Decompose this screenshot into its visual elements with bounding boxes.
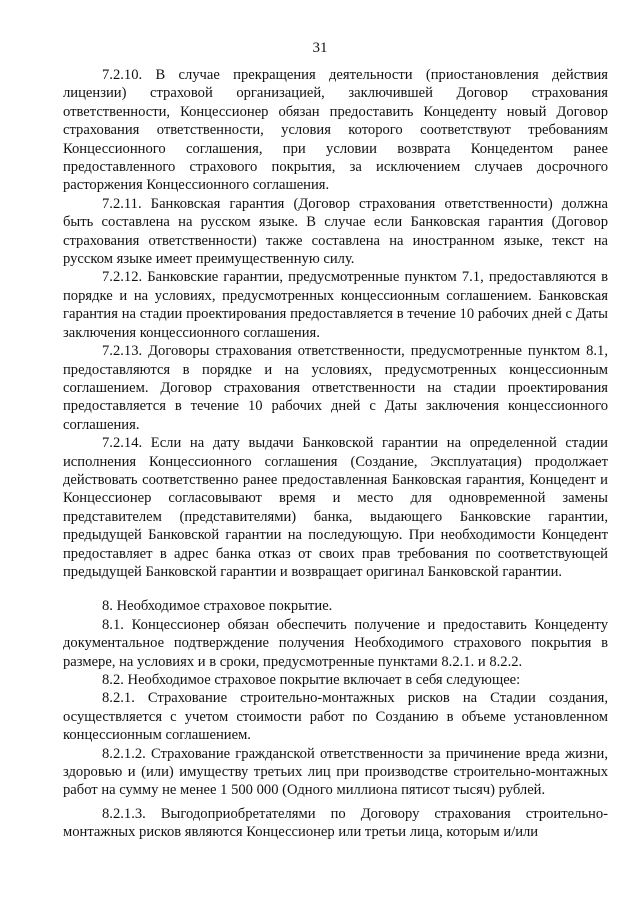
document-body <box>63 66 608 842</box>
paragraph-7-2-11: 7.2.11. Банковская гарантия (Договор страхования ответственности) должна быть составлена на русском языке. В случае если Банковская гарантия (Договор страхования ответственности) также составлена на иностранном языке, текст на русском языке имеет преимущественную силу. <box>63 195 608 268</box>
paragraph-8-2-1: 8.2.1. Страхование строительно-монтажных рисков на Стадии создания, осуществляется с учетом стоимости работ по Созданию в объеме установленном концессионным соглашением. <box>63 690 608 744</box>
paragraph-8-2-1-2: 8.2.1.2. Страхование гражданской ответственности за причинение вреда жизни, здоровью и (или) имуществу третьих лиц при производстве строительно-монтажных работ на сумму не менее 1 500 000 (Одного миллиона пятисот тысяч) рублей. <box>63 745 608 799</box>
paragraph-7-2-12: 7.2.12. Банковские гарантии, предусмотренные пунктом 7.1, предоставляются в порядке и на условиях, предусмотренных концессионным соглашением. Банковская гарантия на стадии проектирования предоставляется в течение 10 рабочих дней с Даты заключения концессионного соглашения. <box>63 269 608 341</box>
page-number: 31 <box>312 40 328 56</box>
section-spacer <box>63 581 608 597</box>
paragraph-7-2-13: 7.2.13. Договоры страхования ответственности, предусмотренные пунктом 8.1, предоставляются в порядке и на условиях, предусмотренных концессионным соглашением. Договор страхования ответственности на стадии проектирования предоставляется в течение 10 рабочих дней с Даты заключения концессионного соглашения. <box>63 343 608 433</box>
paragraph-8-1: 8.1. Концессионер обязан обеспечить получение и предоставить Концеденту документальное подтверждение получения Необходимого страхового покрытия в размере, на условиях и в сроки, предусмотренные пунктами 8.2.1. и 8.2.2. <box>63 616 608 670</box>
paragraph-7-2-14: 7.2.14. Если на дату выдачи Банковской гарантии на определенной стадии исполнения Концессионного соглашения (Создание, Эксплуатация) продолжает действовать соответственно ранее предоставленная Банковская гарантия, Концедент и Концессионер согласовывают время и место для одновременной замены представителем (представителями) банка, выдающего Банковские гарантии, предыдущей Банковской гарантии на последующую. При необходимости Концедент предоставляет в адрес банка отказ от своих прав требования по соответствующей предыдущей Банковской гарантии и возвращает оригинал Банковской гарантии. <box>63 435 608 580</box>
paragraph-8-2: 8.2. Необходимое страховое покрытие включает в себя следующее: <box>102 672 521 688</box>
paragraph-7-2-10: 7.2.10. В случае прекращения деятельности (приостановления действия лицензии) страховой организацией, заключившей Договор страхования ответственности, Концессионер обязан предоставить Концеденту новый Договор страхования ответственности, условия которого соответствуют требованиям Концессионного соглашения, при условии возврата Концедентом ранее предоставленного страхового покрытия, за исключением случаев досрочного расторжения Концессионного соглашения. <box>63 67 608 194</box>
section-8-heading: 8. Необходимое страховое покрытие. <box>102 598 333 615</box>
paragraph-8-2-1-3: 8.2.1.3. Выгодоприобретателями по Договору страхования строительно-монтажных рисков являются Концессионер или третьи лица, которым и/или <box>63 805 608 841</box>
